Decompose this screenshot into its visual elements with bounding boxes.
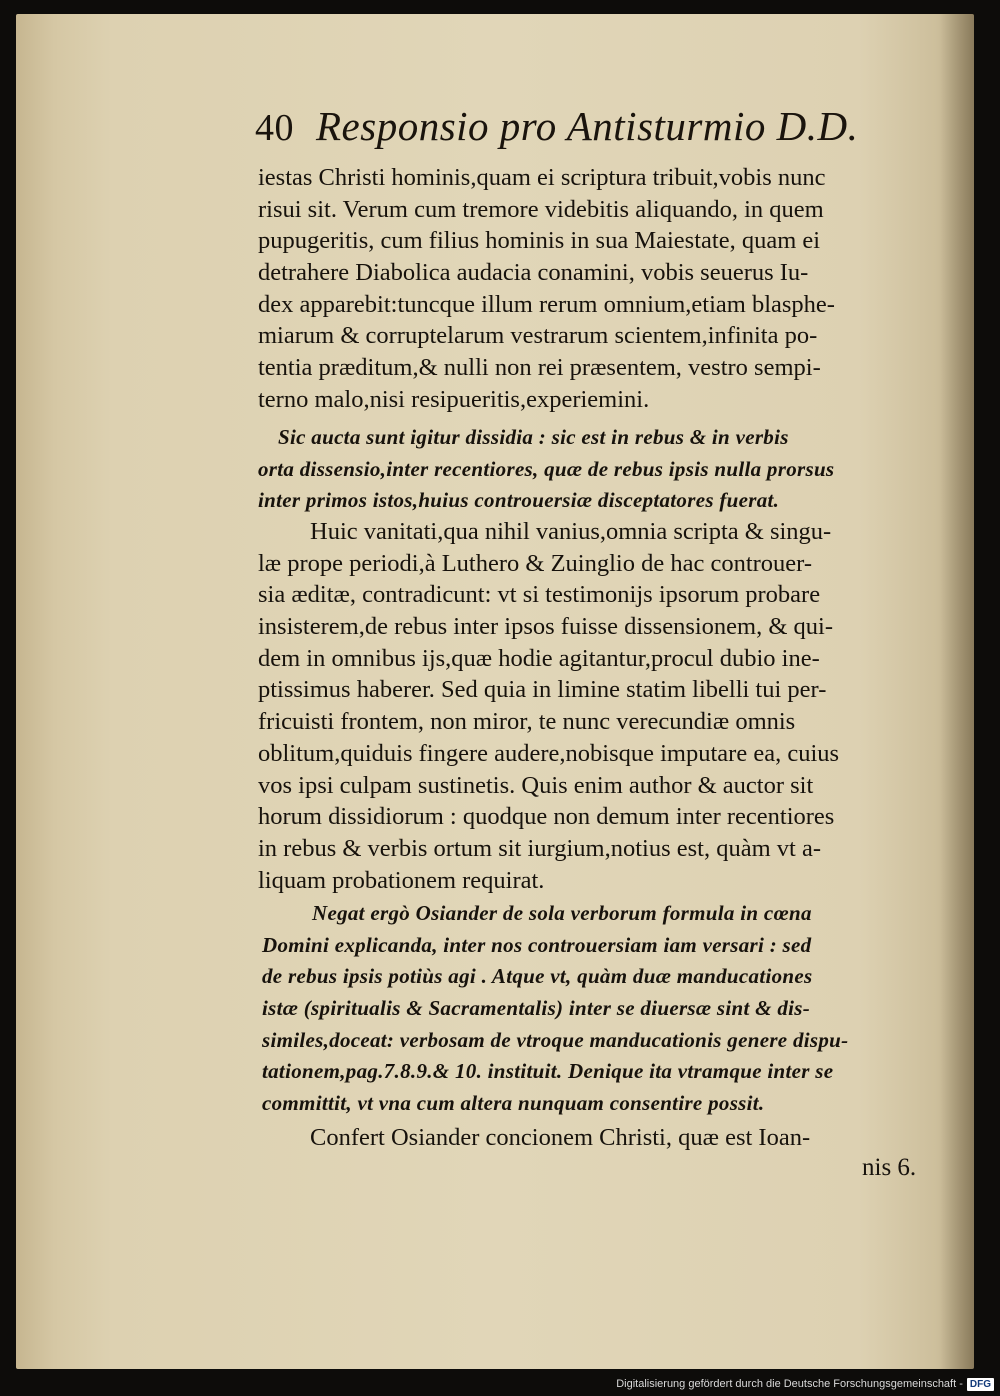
text-line: ptissimus haberer. Sed quia in limine statim libelli tui per- — [258, 676, 827, 704]
text-line: vos ipsi culpam sustinetis. Quis enim author & auctor sit — [258, 771, 814, 799]
italic-quotation-2 — [262, 898, 992, 1120]
italic-quotation-1 — [258, 422, 958, 517]
text-line: de rebus ipsis potiùs agi . Atque vt, quàm duæ manducationes — [262, 964, 813, 989]
text-line: Negat ergò Osiander de sola verborum formula in cœna — [312, 901, 812, 925]
body-paragraph-3 — [258, 1122, 938, 1154]
text-line: pupugeritis, cum filius hominis in sua Maiestate, quam ei — [258, 227, 821, 255]
text-line: in rebus & verbis ortum sit iurgium,notius est, quàm vt a- — [258, 834, 821, 862]
text-line: insisterem,de rebus inter ipsos fuisse dissensionem, & qui- — [258, 613, 833, 641]
text-line: similes,doceat: verbosam de vtroque manducationis genere dispu- — [262, 1027, 849, 1052]
text-line: risui sit. Verum cum tremore videbitis aliquando, in quem — [258, 195, 824, 223]
text-line: iestas Christi hominis,quam ei scriptura tribuit,vobis nunc — [258, 164, 826, 191]
text-line: liquam probationem requirat. — [258, 866, 545, 894]
text-line: istæ (spiritualis & Sacramentalis) inter se diuersæ sint & dis- — [262, 996, 811, 1021]
body-paragraph-1 — [258, 162, 938, 416]
page-number: 40 — [255, 107, 294, 149]
text-line: Confert Osiander concionem Christi, quæ est Ioan- — [310, 1124, 811, 1151]
text-line: sia æditæ, contradicunt: vt si testimonijs ipsorum probare — [258, 581, 821, 609]
text-line: fricuisti frontem, non miror, te nunc verecundiæ omnis — [258, 708, 796, 736]
text-line: dex apparebit:tuncque illum rerum omnium,etiam blasphe- — [258, 290, 835, 318]
text-line: Domini explicanda, inter nos controuersiam iam versari : sed — [262, 932, 812, 957]
text-line: detrahere Diabolica audacia conamini, vobis seuerus Iu- — [258, 259, 809, 287]
text-line: oblitum,quiduis fingere audere,nobisque imputare ea, cuius — [258, 739, 840, 767]
running-header — [255, 102, 945, 162]
text-line: miarum & corruptelarum vestrarum scientem,infinita po- — [258, 322, 818, 350]
text-line: committit, vt vna cum altera nunquam consentire possit. — [262, 1091, 765, 1116]
digitization-footer — [616, 1376, 994, 1392]
text-line: tentia præditum,& nulli non rei præsentem, vestro sempi- — [258, 354, 821, 382]
text-line: tationem,pag.7.8.9.& 10. instituit. Denique ita vtramque inter se — [262, 1059, 834, 1084]
text-line: dem in omnibus ijs,quæ hodie agitantur,procul dubio ine- — [258, 644, 820, 672]
body-paragraph-2 — [258, 516, 938, 896]
text-line: terno malo,nisi resipueritis,experiemini. — [258, 385, 650, 413]
text-line: Sic aucta sunt igitur dissidia : sic est in rebus & in verbis — [278, 425, 789, 449]
catchword: nis 6. — [862, 1154, 917, 1181]
dfg-logo: DFG — [967, 1378, 994, 1391]
running-title: Responsio pro Antisturmio D.D. — [316, 103, 859, 149]
text-line: orta dissensio,inter recentiores, quæ de rebus ipsis nulla prorsus — [258, 456, 835, 481]
text-line: Huic vanitati,qua nihil vanius,omnia scripta & singu- — [310, 518, 832, 545]
text-line: horum dissidiorum : quodque non demum inter recentiores — [258, 803, 835, 831]
text-line: læ prope periodi,à Luthero & Zuinglio de hac controuer- — [258, 549, 812, 577]
text-line: inter primos istos,huius controuersiæ disceptatores fuerat. — [258, 488, 780, 513]
footer-text: Digitalisierung gefördert durch die Deutsche Forschungsgemeinschaft - — [616, 1378, 963, 1390]
